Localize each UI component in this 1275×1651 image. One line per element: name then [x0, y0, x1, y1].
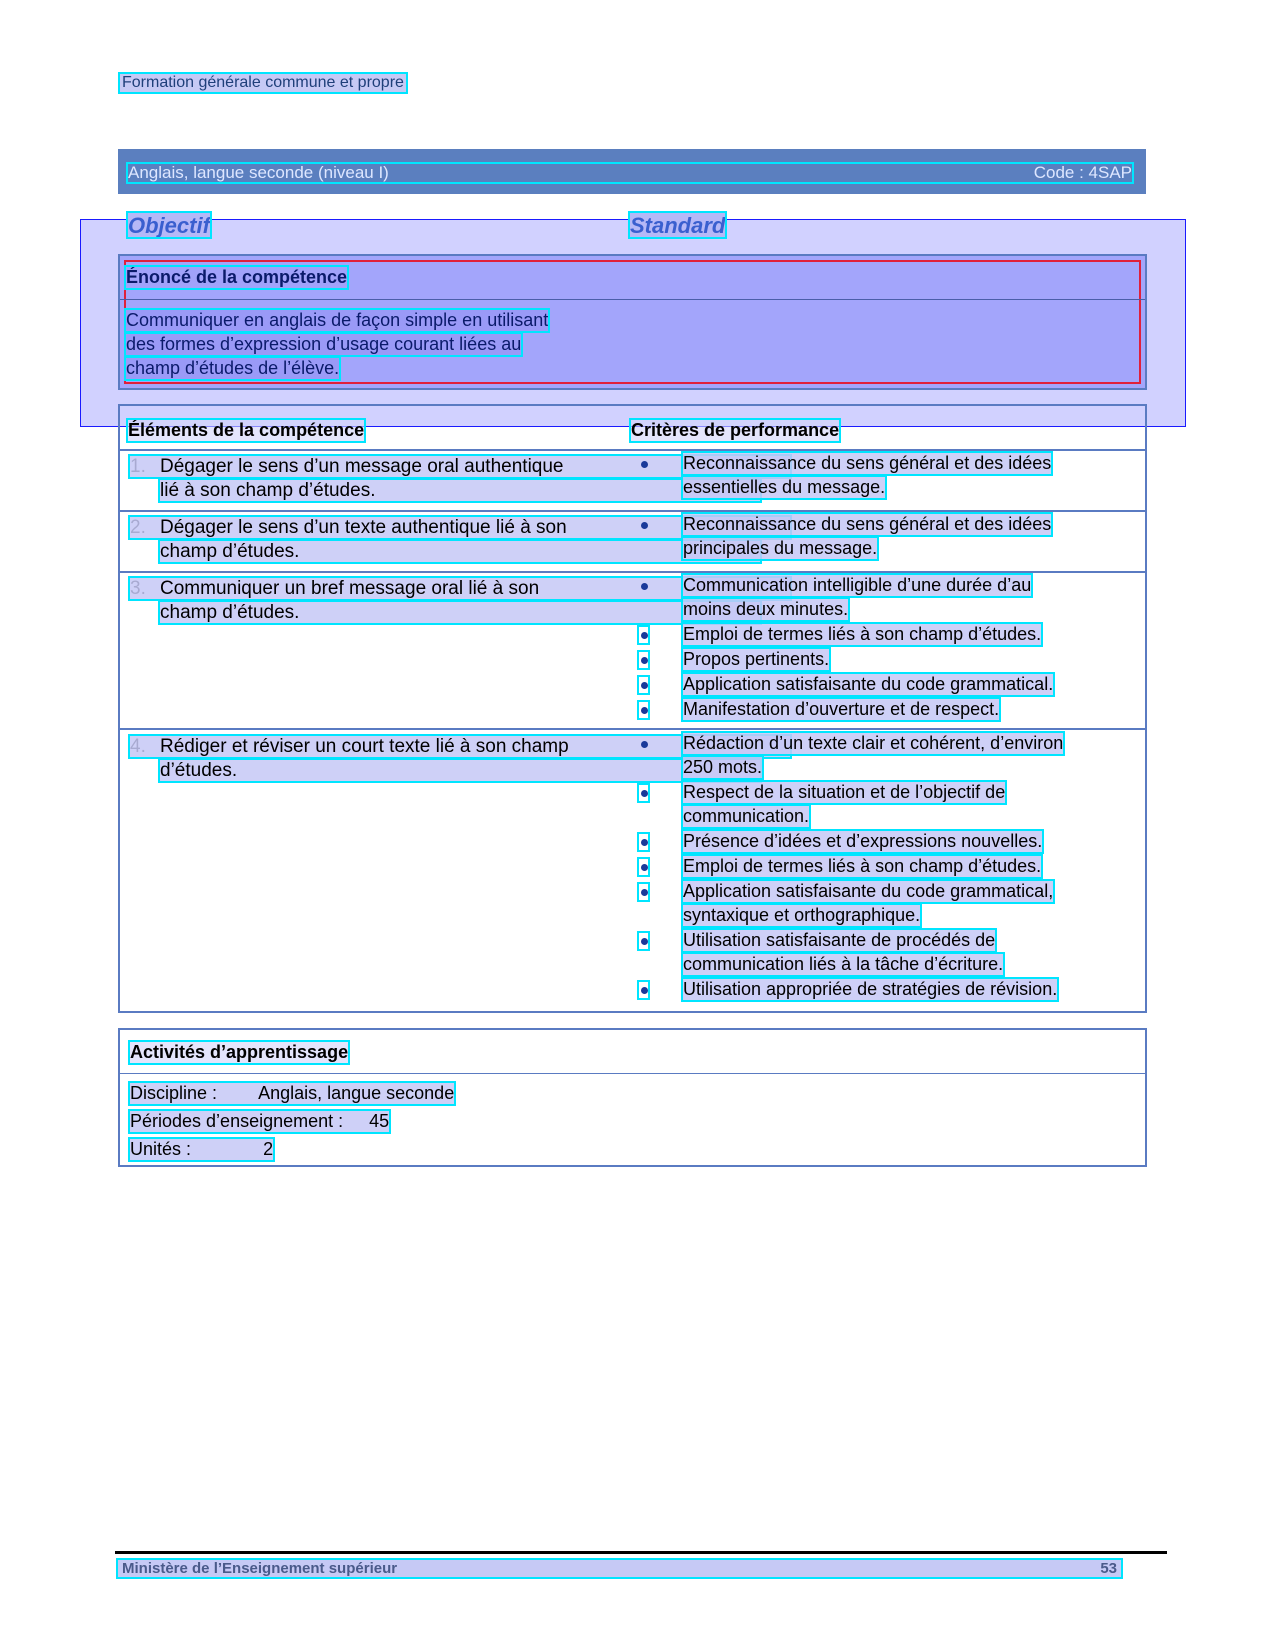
footer-rule	[115, 1551, 1167, 1554]
criterion-line: syntaxique et orthographique.	[683, 905, 921, 925]
criterion-line: Rédaction d’un texte clair et cohérent, d’environ	[683, 733, 1064, 753]
criterion-line: essentielles du message.	[683, 477, 886, 497]
criterion-line: 250 mots.	[683, 757, 763, 777]
criterion-line: Respect de la situation et de l’objectif de	[683, 782, 1006, 802]
criterion-line: Manifestation d’ouverture et de respect.	[683, 699, 1000, 719]
criterion-line: moins deux minutes.	[683, 599, 849, 619]
criterion-line: Utilisation appropriée de stratégies de révision.	[683, 979, 1058, 999]
enonce-box	[118, 254, 1147, 390]
enonce-line: des formes d’expression d’usage courant liées au	[126, 334, 522, 354]
course-title-bar	[118, 149, 1146, 194]
discipline-label: Discipline :	[130, 1083, 218, 1103]
element-text-line: d’études.	[160, 760, 760, 781]
element-text-line: lié à son champ d’études.	[160, 480, 760, 501]
enonce-title: Énoncé de la compétence	[126, 267, 348, 287]
element-text-line: Dégager le sens d’un message oral authentique	[130, 456, 790, 477]
element-text-line: champ d’études.	[160, 602, 760, 623]
criterion-line: Emploi de termes liés à son champ d’études.	[683, 624, 1042, 644]
criterion-line: Présence d’idées et d’expressions nouvelles.	[683, 831, 1043, 851]
element-text-line: Dégager le sens d’un texte authentique lié à son	[130, 517, 790, 538]
criterion-line: Utilisation satisfaisante de procédés de	[683, 930, 996, 950]
criterion-line: Reconnaissance du sens général et des idées	[683, 514, 1052, 534]
criterion-line: Application satisfaisante du code grammatical.	[683, 674, 1054, 694]
criterion-line: communication.	[683, 806, 810, 826]
element-text-line: champ d’études.	[160, 541, 760, 562]
page-header: Formation générale commune et propre	[122, 74, 404, 91]
bullet-icon	[641, 461, 648, 468]
objectif-label: Objectif	[128, 213, 210, 238]
criterion-line: communication liés à la tâche d’écriture.	[683, 954, 1004, 974]
enonce-line: Communiquer en anglais de façon simple en utilisant	[126, 310, 549, 330]
unites-label: Unités :	[130, 1139, 192, 1159]
bullet-icon	[641, 522, 648, 529]
element-text-line: Communiquer un bref message oral lié à son	[130, 578, 790, 599]
element-text-line: Rédiger et réviser un court texte lié à son champ	[130, 736, 790, 757]
discipline-line	[130, 1083, 454, 1104]
footer-ministry: Ministère de l’Enseignement supérieur	[122, 1560, 398, 1577]
periodes-line	[130, 1111, 389, 1132]
activites-title: Activités d’apprentissage	[130, 1042, 349, 1062]
bullet-icon	[641, 583, 648, 590]
periodes-value: 45	[369, 1111, 390, 1131]
footer	[118, 1560, 1121, 1577]
course-title: Anglais, langue seconde (niveau I)	[128, 163, 389, 182]
page-number: 53	[1100, 1560, 1117, 1577]
criterion-line: Application satisfaisante du code grammatical,	[683, 881, 1054, 901]
enonce-line: champ d’études de l’élève.	[126, 358, 340, 378]
activites-box	[118, 1028, 1147, 1167]
criterion-line: Communication intelligible d’une durée d’au	[683, 575, 1032, 595]
criteria-header: Critères de performance	[631, 420, 840, 440]
unites-line	[130, 1139, 273, 1160]
elements-table	[118, 404, 1147, 1013]
criterion-line: principales du message.	[683, 538, 878, 558]
standard-label: Standard	[630, 213, 726, 238]
course-code: Code : 4SAP	[1033, 163, 1132, 182]
criterion-line: Emploi de termes liés à son champ d’études.	[683, 856, 1042, 876]
discipline-value: Anglais, langue seconde	[258, 1083, 455, 1103]
criterion-line: Reconnaissance du sens général et des idées	[683, 453, 1052, 473]
periodes-label: Périodes d’enseignement :	[130, 1111, 344, 1131]
bullet-icon	[641, 741, 648, 748]
elements-header: Éléments de la compétence	[128, 420, 365, 440]
unites-value: 2	[263, 1139, 274, 1159]
criterion-line: Propos pertinents.	[683, 649, 830, 669]
enonce-text	[126, 310, 548, 382]
